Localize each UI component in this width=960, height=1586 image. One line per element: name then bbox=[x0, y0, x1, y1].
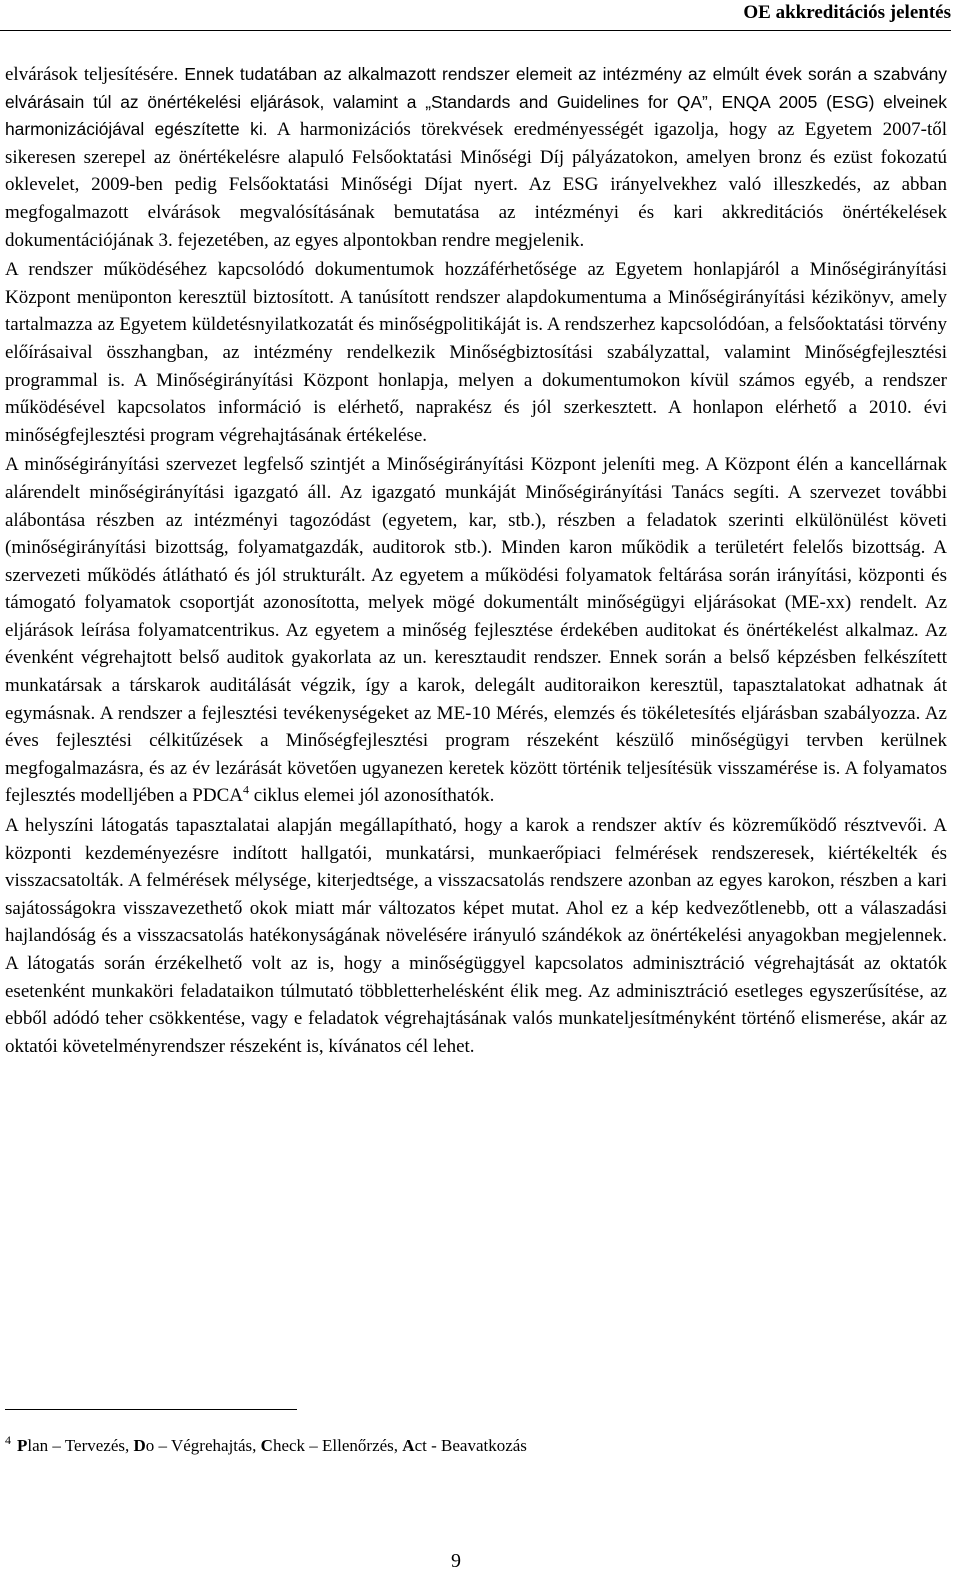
footnote-a: A bbox=[402, 1436, 415, 1455]
footnote-c: C bbox=[260, 1436, 273, 1455]
footnote-number: 4 bbox=[5, 1433, 11, 1448]
footnote-d: D bbox=[133, 1436, 146, 1455]
footnote-c-rest: heck – Ellenőrzés, bbox=[272, 1436, 403, 1455]
paragraph-1-part-b: Ennek tudatában az alkalmazott rendszer elemeit az intézmény az elmúlt évek során a szabvány elvárásain túl az önértékelési eljárások, valamint a „Standards and Guidelines for QA”, ENQA 2005 (ESG) elveinek harmonizációjával egészítette ki. bbox=[5, 64, 947, 140]
footnote-p-rest: lan – Tervezés, bbox=[27, 1436, 134, 1455]
footnote-d-rest: o – Végrehajtás, bbox=[145, 1436, 261, 1455]
paragraph-2: A rendszer működéséhez kapcsolódó dokumentumok hozzáférhetősége az Egyetem honlapjáról a Minőségirányítási Központ menüponton keresztül biztosított. A tanúsított rendszer alapdokumentuma a Minőségirányítási kézikönyv, amely tartalmazza az Egyetem küldetésnyilatkozatát és minőségpolitikáját is. A rendszerhez kapcsolódóan, a felsőoktatási törvény előírásaival összhangban, az intézmény rendelkezik Minőségbiztosítási szabályzattal, valamint Minőségfejlesztési programmal is. A Minőségirányítási Központ honlapja, melyen a dokumentumokon kívül számos egyéb, a rendszer működésével kapcsolatos információ is elérhető, naprakész és jól szerkesztett. A honlapon elérhető a 2010. évi minőségfejlesztési program végrehajtásának értékelése. bbox=[5, 259, 947, 446]
paragraph-4: A helyszíni látogatás tapasztalatai alapján megállapítható, hogy a karok a rendszer aktív és közreműködő résztvevői. A központi kezdeményezésre indított hallgatói, munkatársi, munkaerőpiaci felmérések rendszeresek, kiértékelték és visszacsatolták. A felmérések mélysége, kiterjedtsége, a visszacsatolás rendszere azonban az egyes karokon, részben a kari sajátosságokra visszavezethető okok miatt már változatos képet mutat. Ahol ez a kép kedvezőtlenebb, ott a válaszadási hajlandóság és a visszacsatolás hatékonyságának növelésére irányuló szándékok az önértékelési anyagokban megjelennek. A látogatás során érzékelhető volt az is, hogy a minőségüggyel kapcsolatos adminisztráció végrehajtását az oktatók esetenként munkaköri feladataikon túlmutató többletterhelésként élik meg. Az adminisztráció esetleges egyszerűsítése, az ebből adódó teher csökkentése, vagy e feladatok végrehajtásának valós munkateljesítményként történő elismerése, akár az oktatói követelményrendszer részeként is, kívánatos cél lehet. bbox=[5, 815, 947, 1057]
footnote bbox=[5, 1433, 527, 1456]
paragraph-1-part-a: elvárások teljesítésére. bbox=[5, 64, 185, 85]
paragraph-1 bbox=[5, 61, 947, 254]
header-rule bbox=[0, 30, 951, 31]
paragraph-3 bbox=[5, 451, 947, 810]
paragraph-3-tail: ciklus elemei jól azonosíthatók. bbox=[248, 785, 495, 807]
paragraph-3-text: A minőségirányítási szervezet legfelső szintjét a Minőségirányítási Központ jeleníti meg. A Központ élén a kancellárnak alárendelt minőségirányítási igazgató áll. Az igazgató munkáját Minőségirányítási Tanács segíti. A szervezet további alábontása részben az intézményi tagozódást (egyetem, kar, stb.), részben a feladatok szerinti elkülönülést követi (minőségirányítási bizottság, folyamatgazdák, auditorok stb.). Minden karon működik a területért felelős bizottság. A szervezeti működés átlátható és jól strukturált. Az egyetem a működési folyamatok feltárása során irányítási, központi és támogató folyamatok csoportját azonosította, melyek mögé dokumentált minőségügyi eljárásokat (ME-xx) rendelt. Az eljárások leírása folyamatcentrikus. Az egyetem a minőség fejlesztése érdekében auditokat és önértékelést alkalmaz. Az évenként végrehajtott belső auditok gyakorlata az un. keresztaudit rendszer. Ennek során a belső képzésben felkészített munkatársak a társkarok auditálását végzik, így a karok, delegált auditoraikon keresztül, tapasztalatokat adhatnak át egymásnak. A rendszer a fejlesztési tevékenységeket az ME-10 Mérés, elemzés és tökéletesítés eljárásban szabályozza. Az éves fejlesztési célkitűzések a Minőségfejlesztési program részeként készülő minőségügyi tervben kerülnek megfogalmazásra, és az év lezárását követően ugyanezen keretek között történik teljesítésük visszamérése is. A folyamatos fejlesztés modelljében a PDCA bbox=[5, 454, 947, 807]
page-number: 9 bbox=[451, 1550, 461, 1572]
footnote-p: P bbox=[17, 1436, 28, 1455]
footnote-a-rest: ct - Beavatkozás bbox=[414, 1436, 527, 1455]
running-header: OE akkreditációs jelentés bbox=[743, 2, 951, 23]
footnote-reference[interactable]: 4 bbox=[242, 783, 249, 798]
footnote-separator bbox=[5, 1409, 297, 1410]
body-text bbox=[5, 61, 947, 1060]
paragraph-1-part-c: A harmonizációs törekvések eredményességét igazolja, hogy az Egyetem 2007-től sikeresen szerepel az önértékelésre alapuló Felsőoktatási Minőségi Díj pályázatokon, amelyen bronz és ezüst fokozatú oklevelet, 2009-ben pedig Felsőoktatási Minőségi Díjat nyert. Az ESG irányelvekhez való illeszkedés, az abban megfogalmazott elvárások megvalósításának bemutatása az intézményi és kari akkreditációs önértékelések dokumentációjának 3. fejezetében, az egyes alpontokban rendre megjelenik. bbox=[5, 119, 947, 251]
